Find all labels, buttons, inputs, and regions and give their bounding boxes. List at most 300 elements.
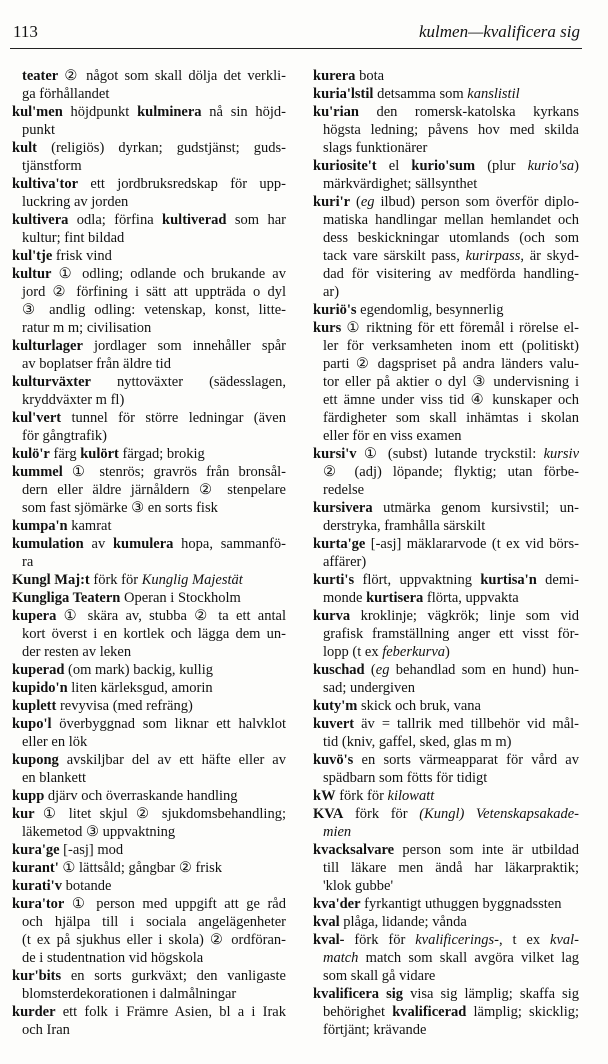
definition-text: ① odling; odlande och brukande av	[51, 266, 286, 282]
headword: kultiva'tor	[12, 176, 79, 192]
headword: kura'ge	[12, 842, 60, 858]
definition-text: (plur	[475, 158, 528, 174]
definition-text: visa sig lämplig; skaffa sig	[403, 986, 579, 1002]
definition-text: ga förhållandet	[22, 86, 110, 102]
definition-text: behörighet	[323, 1004, 393, 1020]
text-line	[313, 1003, 579, 1021]
definition-text: höjdpunkt	[62, 104, 138, 120]
text-line	[12, 1021, 286, 1039]
text-line	[313, 589, 579, 607]
text-line	[313, 949, 579, 967]
definition-text: matiska handlingar mellan hemlandet och	[323, 212, 579, 228]
text-line	[313, 157, 579, 175]
definition-text: kort överst i en kortlek och lägga dem un-	[22, 626, 286, 642]
dictionary-entry	[12, 247, 286, 265]
definition-text: (religiös) dyrkan; gudstjänst; guds-	[37, 140, 286, 156]
definition-text: spädbarn som fötts för tidigt	[323, 770, 488, 786]
italic-text: match	[323, 950, 359, 966]
definition-text: demi-	[536, 572, 579, 588]
definition-text: nyttoväxter (sädesslagen,	[90, 374, 286, 390]
definition-text: sad; undergiven	[323, 680, 415, 696]
text-line	[313, 733, 579, 751]
definition-text: ① lättsåld; gångbar ② frisk	[58, 860, 223, 876]
definition-text: 'klok gubbe'	[323, 878, 394, 894]
headword: kuvert	[313, 716, 355, 732]
definition-text: ett folk i Främre Asien, bl a i Irak	[55, 1004, 286, 1020]
dictionary-entry	[12, 337, 286, 373]
header-rule	[10, 48, 582, 49]
text-line	[313, 67, 579, 85]
dictionary-entry	[313, 85, 579, 103]
definition-text: av boplatser från äldre tid	[22, 356, 171, 372]
dictionary-entry	[313, 157, 579, 193]
definition-text: kamrat	[67, 518, 112, 534]
text-line	[12, 931, 286, 949]
definition-text: ett jordbruksredskap för upp-	[78, 176, 286, 192]
text-line	[313, 427, 579, 445]
dictionary-entry	[313, 787, 579, 805]
definition-text: revyvisa (med refräng)	[56, 698, 193, 714]
definition-text: färgad; brokig	[118, 446, 205, 462]
dictionary-entry	[12, 265, 286, 337]
headword: kval	[313, 914, 340, 930]
dictionary-entry	[12, 535, 286, 571]
text-line	[12, 1003, 286, 1021]
text-line	[12, 337, 286, 355]
definition-text: detsamma som	[373, 86, 468, 102]
headword: KVA	[313, 806, 344, 822]
headword: kulö'r	[12, 446, 50, 462]
dictionary-entry	[12, 211, 286, 247]
definition-text: flört, uppvaktning	[354, 572, 481, 588]
text-line	[12, 661, 286, 679]
bold-term: kurio'sum	[411, 158, 476, 174]
definition-text: slags funktionärer	[323, 140, 428, 156]
text-line	[12, 301, 286, 319]
text-line	[12, 859, 286, 877]
dictionary-entry	[313, 751, 579, 787]
definition-text: överbyggnad som liknar ett halvklot	[51, 716, 286, 732]
headword: kur	[12, 806, 35, 822]
text-line	[12, 535, 286, 553]
italic-text: kilowatt	[387, 788, 435, 804]
headword: kvacksalvare	[313, 842, 395, 858]
text-line	[313, 769, 579, 787]
dictionary-entry	[313, 661, 579, 697]
text-line	[313, 319, 579, 337]
headword: kva'der	[313, 896, 361, 912]
definition-text: de i studentnation vid högskola	[22, 950, 204, 966]
text-line	[313, 355, 579, 373]
dictionary-entry	[313, 571, 579, 607]
text-line	[12, 841, 286, 859]
text-line	[12, 751, 286, 769]
text-line	[12, 427, 286, 445]
text-line	[313, 985, 579, 1003]
dictionary-entry	[313, 67, 579, 85]
text-line	[313, 229, 579, 247]
bold-term: kumulera	[112, 536, 174, 552]
headword: kul'men	[12, 104, 63, 120]
text-line	[12, 229, 286, 247]
italic-text: kanslistil	[467, 86, 520, 102]
definition-text: kultur; fint bildad	[22, 230, 125, 246]
definition-text: tunnel för större ledningar (även	[61, 410, 286, 426]
dictionary-entry	[12, 715, 286, 751]
headword: kuri'r	[313, 194, 351, 210]
definition-text: en blankett	[22, 770, 87, 786]
text-line	[12, 913, 286, 931]
definition-text: eller för en viss examen	[323, 428, 462, 444]
text-line	[313, 859, 579, 877]
definition-text: ② något som skall dölja det verkli-	[58, 68, 286, 84]
definition-text: förtjänt; krävande	[323, 1022, 427, 1038]
definition-text: behandlad som en hund) hun-	[389, 662, 579, 678]
running-head: kulmen—kvalificera sig	[419, 22, 580, 41]
definition-text: egendomlig, besynnerlig	[356, 302, 504, 318]
dictionary-entry	[313, 895, 579, 913]
text-line	[313, 1021, 579, 1039]
definition-text: (	[350, 194, 361, 210]
text-line	[12, 211, 286, 229]
definition-text: der resten av leken	[22, 644, 132, 660]
definition-text: )	[574, 158, 579, 174]
text-line	[12, 157, 286, 175]
headword: kumulation	[12, 536, 84, 552]
text-line	[12, 787, 286, 805]
definition-text: en sorts gurkväxt; den vanligaste	[61, 968, 286, 984]
definition-text: bota	[355, 68, 385, 84]
headword: kuperad	[12, 662, 65, 678]
text-line	[12, 499, 286, 517]
dictionary-entry	[313, 985, 579, 1039]
dictionary-entry	[12, 751, 286, 787]
headword: kupo'l	[12, 716, 52, 732]
definition-text: läkemetod ③ uppvaktning	[22, 824, 176, 840]
headword: kur'bits	[12, 968, 62, 984]
definition-text: av	[83, 536, 113, 552]
dictionary-entry	[12, 67, 286, 103]
text-line	[313, 517, 579, 535]
text-line	[12, 265, 286, 283]
text-line	[12, 445, 286, 463]
headword: kuriosite't	[313, 158, 377, 174]
text-line	[313, 625, 579, 643]
definition-text: tack vare särskilt pass,	[323, 248, 466, 264]
bold-term: kurtisa'n	[480, 572, 537, 588]
left-column	[12, 67, 286, 1039]
definition-text: botande	[61, 878, 112, 894]
text-line	[12, 517, 286, 535]
definition-text: affärer)	[323, 554, 367, 570]
definition-text: derstryka, framhålla särskilt	[323, 518, 486, 534]
text-line	[313, 409, 579, 427]
text-line	[12, 715, 286, 733]
definition-text: (t ex på sjukhus eller i skola) ② ordföran-	[22, 932, 286, 948]
text-line	[12, 769, 286, 787]
headword: kurta'ge	[313, 536, 366, 552]
definition-text: ra	[22, 554, 34, 570]
text-line	[313, 193, 579, 211]
definition-text: ler för verksamheten inom ett (politiskt)	[323, 338, 579, 354]
definition-text: utmärka genom kursivstil; un-	[372, 500, 579, 516]
definition-text: plåga, lidande; vånda	[339, 914, 467, 930]
text-line	[12, 193, 286, 211]
headword: kuria'lstil	[313, 86, 374, 102]
dictionary-entry	[12, 859, 286, 877]
definition-text: ① person med uppgift att ge råd	[64, 896, 286, 912]
dictionary-entry	[313, 319, 579, 445]
definition-text: till läkare men ändå har läkarpraktik;	[323, 860, 579, 876]
text-line	[12, 247, 286, 265]
text-line	[12, 967, 286, 985]
definition-text: ① stenrös; gravrös från bronsål-	[62, 464, 286, 480]
headword: kul'vert	[12, 410, 62, 426]
definition-text: , är skyd-	[520, 248, 579, 264]
text-line	[313, 571, 579, 589]
headword: kW	[313, 788, 336, 804]
text-line	[12, 895, 286, 913]
headword: kvalificera sig	[313, 986, 404, 1002]
text-line	[313, 265, 579, 283]
text-line	[12, 319, 286, 337]
text-line	[12, 805, 286, 823]
headword: kurati'v	[12, 878, 62, 894]
dictionary-entry	[313, 697, 579, 715]
dictionary-entry	[12, 103, 286, 139]
definition-text: lämplig; skicklig;	[466, 1004, 579, 1020]
definition-text: förk för	[343, 806, 420, 822]
definition-text: kroklinje; vägkrök; linje som vid	[350, 608, 579, 624]
text-line	[12, 85, 286, 103]
text-line	[12, 607, 286, 625]
dictionary-entry	[12, 805, 286, 841]
definition-text: ① riktning för ett föremål i rörelse el-	[341, 320, 579, 336]
definition-text: hopa, sammanfö-	[173, 536, 286, 552]
headword: kuschad	[313, 662, 365, 678]
dictionary-entry	[12, 679, 286, 697]
headword: kultivera	[12, 212, 69, 228]
definition-text: som skall gå vidare	[323, 968, 436, 984]
dictionary-entry	[12, 967, 286, 1003]
text-line	[313, 895, 579, 913]
dictionary-entry	[313, 607, 579, 661]
text-line	[313, 967, 579, 985]
text-line	[12, 589, 286, 607]
dictionary-entry	[313, 535, 579, 571]
definition-text: liten kärleksgud, amorin	[67, 680, 213, 696]
dictionary-entry	[12, 607, 286, 661]
bold-term: kulört	[80, 446, 119, 462]
definition-text: förk för	[344, 932, 416, 948]
headword: ku'rian	[313, 104, 359, 120]
italic-text: eg	[360, 194, 375, 210]
bold-term: kvalificerad	[392, 1004, 467, 1020]
definition-text: parti ② dagspriset på andra länders valu-	[323, 356, 579, 372]
italic-text: feberkurva	[382, 644, 446, 660]
italic-text: mien	[323, 824, 352, 840]
text-line	[313, 391, 579, 409]
text-line	[313, 679, 579, 697]
text-line	[313, 841, 579, 859]
definition-text: som har	[226, 212, 286, 228]
dictionary-entry	[12, 661, 286, 679]
definition-text: som fast sjömärke ③ en sorts fisk	[22, 500, 218, 516]
text-line	[12, 823, 286, 841]
definition-text: tjänstform	[22, 158, 82, 174]
text-line	[313, 175, 579, 193]
text-line	[12, 355, 286, 373]
definition-text: ① (subst) lutande tryckstil:	[356, 446, 544, 462]
headword: kulturväxter	[12, 374, 91, 390]
text-line	[313, 247, 579, 265]
definition-text: tid (kniv, gaffel, sked, glas m m)	[323, 734, 512, 750]
headword: kumpa'n	[12, 518, 68, 534]
headword: kuty'm	[313, 698, 358, 714]
headword: kurva	[313, 608, 351, 624]
definition-text: och Iran	[22, 1022, 70, 1038]
dictionary-entry	[313, 805, 579, 841]
definition-text: [-asj] mäklararvode (t ex vid börs-	[365, 536, 579, 552]
headword: Kungliga Teatern	[12, 590, 121, 606]
italic-text: kurio'sa	[527, 158, 575, 174]
text-line	[313, 697, 579, 715]
headword: kupido'n	[12, 680, 68, 696]
text-line	[12, 985, 286, 1003]
headword: kuriö's	[313, 302, 357, 318]
text-line	[12, 553, 286, 571]
dictionary-entry	[12, 877, 286, 895]
dictionary-entry	[12, 589, 286, 607]
headword: kuplett	[12, 698, 57, 714]
text-line	[313, 715, 579, 733]
dictionary-entry	[313, 715, 579, 751]
text-line	[313, 481, 579, 499]
definition-text: ① litet skjul ② sjukdomsbehandling;	[34, 806, 286, 822]
italic-text: eg	[375, 662, 390, 678]
definition-text: el	[376, 158, 412, 174]
headword: kupong	[12, 752, 59, 768]
dictionary-entry	[313, 499, 579, 535]
definition-text: jord ② förfining i sätt att uppträda o dyl	[22, 284, 286, 300]
definition-text: dess beskickningar utomlands (och som	[323, 230, 579, 246]
headword: kulturlager	[12, 338, 83, 354]
dictionary-entry	[12, 841, 286, 859]
headword: kul'tje	[12, 248, 53, 264]
text-line	[12, 391, 286, 409]
definition-text: grafisk framställning anger ett visst för-	[323, 626, 579, 642]
definition-text: färdigheter som skall inhämtas i skolan	[323, 410, 579, 426]
definition-text: odla; förfina	[68, 212, 163, 228]
text-line	[12, 139, 286, 157]
definition-text: märkvärdighet; sällsynthet	[323, 176, 478, 192]
dictionary-entry	[12, 1003, 286, 1039]
text-line	[313, 445, 579, 463]
headword: kurder	[12, 1004, 56, 1020]
text-line	[313, 877, 579, 895]
text-line	[313, 643, 579, 661]
definition-text: förk för	[335, 788, 388, 804]
dictionary-entry	[12, 175, 286, 211]
italic-text: (Kungl) Vetenskapsakade-	[419, 806, 579, 822]
headword: kurs	[313, 320, 342, 336]
text-line	[313, 373, 579, 391]
definition-text: monde	[323, 590, 367, 606]
text-line	[12, 625, 286, 643]
italic-text: kurirpass	[465, 248, 521, 264]
text-line	[12, 949, 286, 967]
headword: kura'tor	[12, 896, 65, 912]
text-line	[313, 463, 579, 481]
headword: kurera	[313, 68, 356, 84]
headword: kuvö's	[313, 752, 354, 768]
definition-text: dad för visitering av medförda handling-	[323, 266, 579, 282]
text-line	[12, 409, 286, 427]
definition-text: blomsterdekorationen i dalmålningar	[22, 986, 237, 1002]
bold-term: teater	[22, 68, 59, 84]
definition-text: kryddväxter m fl)	[22, 392, 125, 408]
dictionary-entry	[12, 445, 286, 463]
text-line	[12, 697, 286, 715]
definition-text: jordlager som innehåller spår	[82, 338, 286, 354]
definition-text: högsta ledning; påvens hov med skilda	[323, 122, 579, 138]
headword: kummel	[12, 464, 63, 480]
definition-text: tor eller på aktier o dyl ③ undervisning i	[323, 374, 579, 390]
text-line	[313, 787, 579, 805]
definition-text: frisk vind	[52, 248, 112, 264]
headword: kult	[12, 140, 37, 156]
text-line	[313, 751, 579, 769]
text-line	[313, 535, 579, 553]
text-line	[12, 463, 286, 481]
headword: kupp	[12, 788, 45, 804]
text-line	[12, 643, 286, 661]
dictionary-entry	[313, 931, 579, 985]
dictionary-entry	[313, 301, 579, 319]
definition-text: )	[445, 644, 450, 660]
definition-text: , t ex	[498, 932, 551, 948]
text-line	[313, 211, 579, 229]
headword: Kungl Maj:t	[12, 572, 90, 588]
text-line	[12, 877, 286, 895]
definition-text: person som inte är utbildad	[394, 842, 579, 858]
definition-text: lopp (t ex	[323, 644, 383, 660]
definition-text: en sorts värmeapparat för vård av	[353, 752, 579, 768]
definition-text: skick och bruk, vana	[357, 698, 481, 714]
dictionary-entry	[12, 787, 286, 805]
dictionary-entry	[313, 445, 579, 499]
text-line	[12, 283, 286, 301]
definition-text: [-asj] mod	[59, 842, 124, 858]
definition-text: Operan i Stockholm	[120, 590, 241, 606]
definition-text: ilbud) person som överför diplo-	[374, 194, 579, 210]
definition-text: ratur m m; civilisation	[22, 320, 152, 336]
dictionary-entry	[12, 139, 286, 175]
dictionary-entry	[12, 895, 286, 967]
text-line	[313, 553, 579, 571]
headword: kval-	[313, 932, 345, 948]
text-line	[12, 373, 286, 391]
dictionary-entry	[313, 913, 579, 931]
text-line	[12, 121, 286, 139]
bold-term: kulminera	[137, 104, 202, 120]
text-line	[12, 67, 286, 85]
definition-text: redelse	[323, 482, 365, 498]
definition-text: match som skall avgöra vilket lag	[358, 950, 579, 966]
text-line	[313, 607, 579, 625]
definition-text: för gångtrafik)	[22, 428, 107, 444]
definition-text: ② (adj) löpande; flyktig; utan förbe-	[323, 464, 579, 480]
